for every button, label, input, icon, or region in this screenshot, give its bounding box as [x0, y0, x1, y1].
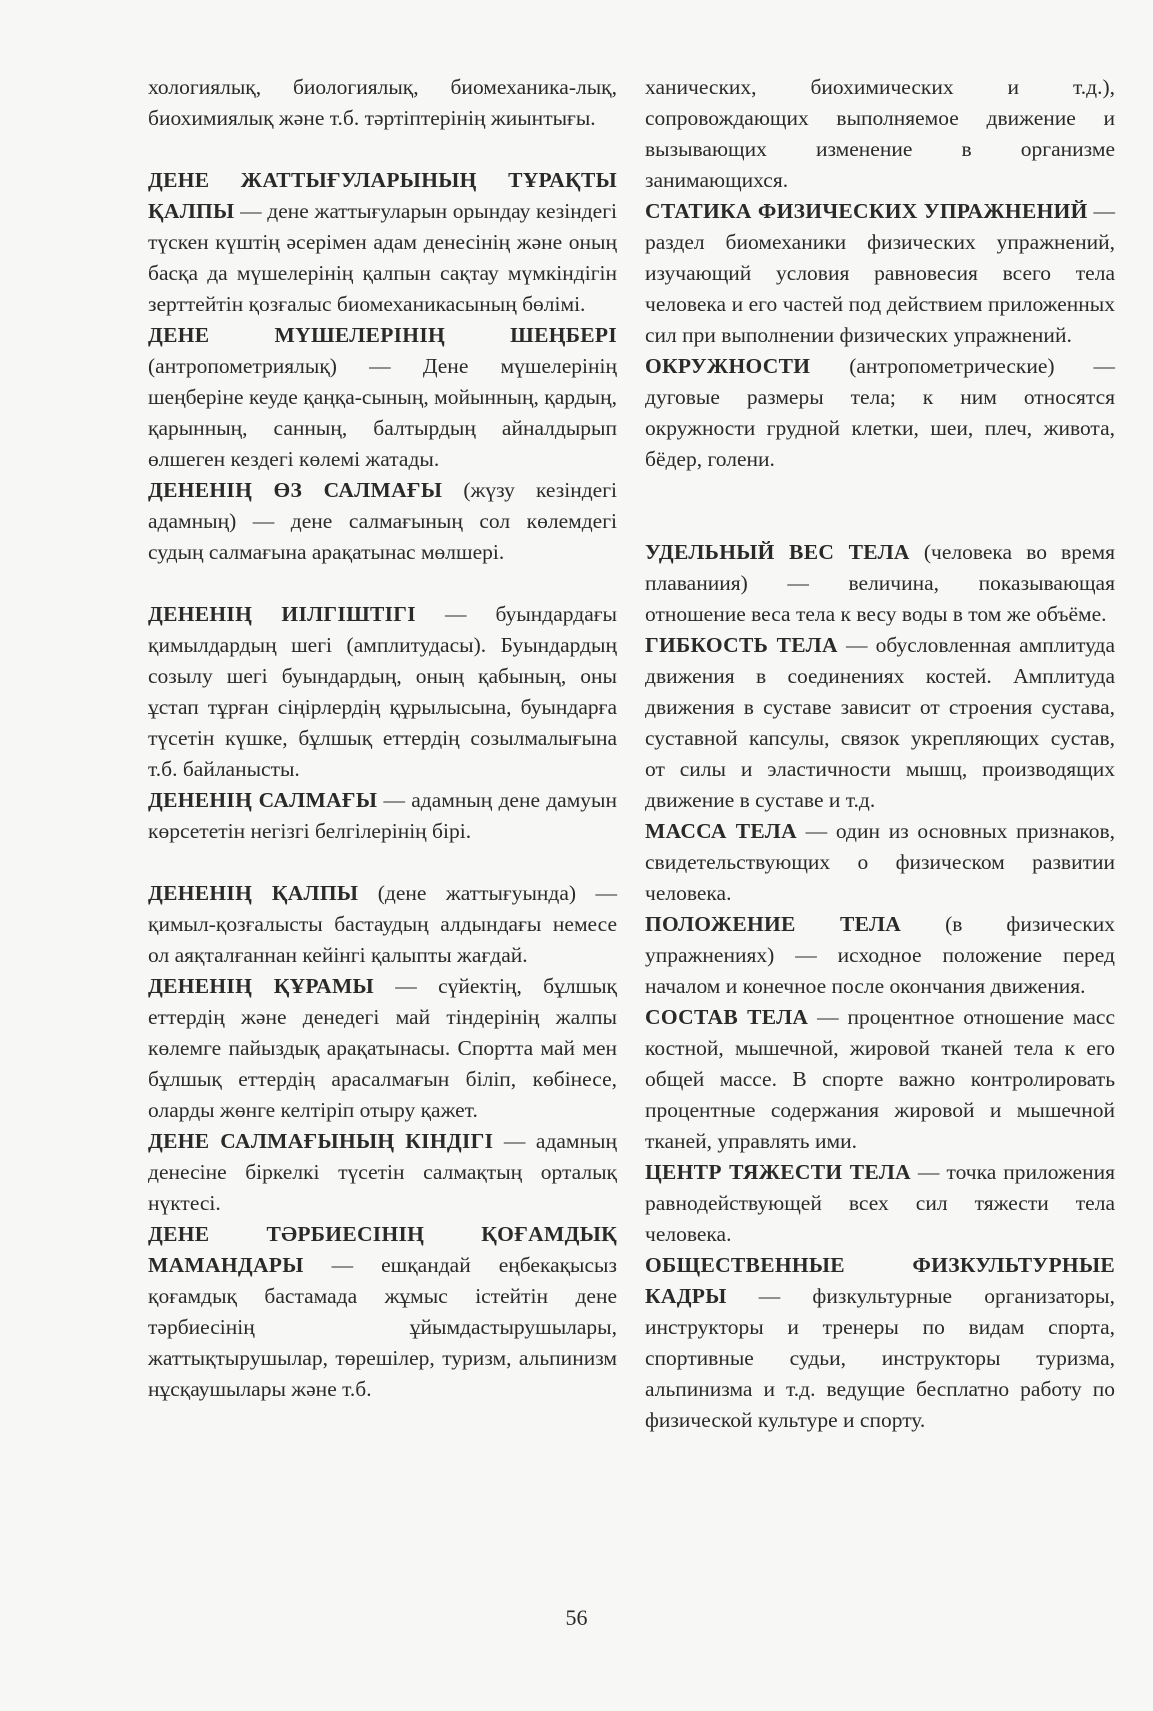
entry-definition: хологиялық, биологиялық, биомеханика-лық, биохимиялық және т.б. тәртіптерінің жиынтығы.: [148, 75, 617, 130]
entry-definition: ханических, биохимических и т.д.), сопровождающих выполняемое движение и вызывающих изменение в организме занимающихся.: [645, 75, 1115, 192]
entry-term: ДЕНЕ ТӘРБИЕСІНІҢ ҚОҒАМДЫҚ МАМАНДАРЫ: [148, 1222, 617, 1277]
entry-term: УДЕЛЬНЫЙ ВЕС ТЕЛА: [645, 540, 910, 564]
entry-term: ГИБКОСТЬ ТЕЛА: [645, 633, 838, 657]
glossary-entry: [645, 537, 1115, 630]
entry-term: ОБЩЕСТВЕННЫЕ ФИЗКУЛЬТУРНЫЕ КАДРЫ: [645, 1253, 1115, 1308]
glossary-entry: [148, 1126, 617, 1219]
entry-definition: — адамның дене дамуын көрсететін негізгі белгілерінің бірі.: [148, 788, 618, 843]
entry-term: ЦЕНТР ТЯЖЕСТИ ТЕЛА: [645, 1160, 911, 1184]
glossary-entry: [148, 320, 617, 475]
entry-term: ДЕНЕ САЛМАҒЫНЫҢ КІНДІГІ: [148, 1129, 494, 1153]
glossary-entry: [148, 165, 617, 320]
entry-definition: (антропометриялық) — Дене мүшелерінің шеңберіне кеуде қаңқа-сының, мойынның, қардың, қарынның, санның, балтырдың айналдырып өлшеген кездегі көлемі жатады.: [148, 354, 617, 471]
page-number: 56: [565, 1605, 588, 1630]
entry-term: ОКРУЖНОСТИ: [645, 354, 811, 378]
entry-definition: — ешқандай еңбекақысыз қоғамдық бастамада жұмыс істейтін дене тәрбиесінің ұйымдастырушылары, жаттықтырушылар, төрешілер, туризм, альпинизм нұсқаушылары және т.б.: [148, 1253, 617, 1401]
entry-definition: — процентное отношение масс костной, мышечной, жировой тканей тела к его общей массе. В спорте важно контролировать процентные содержания жировой и мышечной тканей, управлять ими.: [645, 1005, 1116, 1153]
entry-definition: — точка приложения равнодействующей всех сил тяжести тела человека.: [645, 1160, 1115, 1246]
glossary-entry: [645, 816, 1115, 909]
glossary-entry: [645, 351, 1115, 475]
glossary-entry: [645, 1250, 1115, 1436]
entry-term: СОСТАВ ТЕЛА: [645, 1005, 809, 1029]
entry-definition: — раздел биомеханики физических упражнений, изучающий условия равновесия всего тела человека и его частей под действием приложенных сил при выполнении физических упражнений.: [645, 199, 1115, 347]
glossary-entry: [645, 1157, 1115, 1250]
entry-definition: (жүзу кезіндегі адамның) — дене салмағының сол көлемдегі судың салмағына арақатынас мөлшері.: [148, 478, 617, 564]
entry-term: ДЕНЕНІҢ САЛМАҒЫ: [148, 788, 378, 812]
entry-definition: — сүйектің, бұлшық еттердің және денедегі май тіндерінің жалпы көлемге пайыздық арақатынасы. Спортта май мен бұлшық еттердің арасалмағын біліп, көбінесе, оларды жөнге келтіріп отыру қажет.: [148, 974, 617, 1122]
glossary-entry: [148, 878, 617, 971]
glossary-entry: [645, 909, 1115, 1002]
right-column: [645, 72, 1115, 1436]
left-column: [148, 72, 617, 1405]
entry-term: СТАТИКА ФИЗИЧЕСКИХ УПРАЖНЕНИЙ: [645, 199, 1088, 223]
entry-term: ДЕНЕНІҢ ҚАЛПЫ: [148, 881, 359, 905]
entry-definition: — дене жаттығуларын орындау кезіндегі түскен күштің әсерімен адам денесінің және оның басқа да мүшелерінің қалпын сақтау мүмкіндігін зерттейтін қозғалыс биомеханикасының бөлімі.: [148, 199, 617, 316]
glossary-entry: [645, 630, 1115, 816]
entry-term: ДЕНЕНІҢ ӨЗ САЛМАҒЫ: [148, 478, 443, 502]
glossary-entry: [148, 599, 617, 785]
entry-definition: (в физических упражнениях) — исходное положение перед началом и конечное после окончания движения.: [645, 912, 1115, 998]
entry-term: ПОЛОЖЕНИЕ ТЕЛА: [645, 912, 902, 936]
glossary-entry: [148, 785, 617, 847]
glossary-entry: [645, 72, 1115, 196]
glossary-entry: [148, 971, 617, 1126]
glossary-entry: [148, 72, 617, 134]
glossary-entry: [148, 475, 617, 568]
glossary-entry: [645, 1002, 1115, 1157]
entry-term: ДЕНЕ ЖАТТЫҒУЛАРЫНЫҢ ТҰРАҚТЫ ҚАЛПЫ: [148, 168, 617, 223]
entry-definition: — один из основных признаков, свидетельствующих о физическом развитии человека.: [645, 819, 1116, 905]
glossary-entry: [148, 1219, 617, 1405]
glossary-entry: [645, 196, 1115, 351]
entry-term: МАССА ТЕЛА: [645, 819, 797, 843]
entry-definition: (антропометрические) — дуговые размеры тела; к ним относятся окружности грудной клетки, шеи, плеч, живота, бёдер, голени.: [645, 354, 1115, 471]
entry-definition: — буындардағы қимылдардың шегі (амплитудасы). Буындардың созылу шегі буындардың, оның қабының, оны ұстап тұрған сіңірлердің құрылысына, буындарға түсетін күшке, бұлшық еттердің созылмалығына т.б. байланысты.: [148, 602, 617, 781]
entry-definition: (дене жаттығуында) — қимыл-қозғалысты бастаудың алдындағы немесе ол аяқталғаннан кейінгі қалыпты жағдай.: [148, 881, 617, 967]
entry-term: ДЕНЕНІҢ ҚҰРАМЫ: [148, 974, 374, 998]
entry-definition: — физкультурные организаторы, инструкторы и тренеры по видам спорта, спортивные судьи, инструкторы туризма, альпинизма и т.д. ведущие бесплатно работу по физической культуре и спорту.: [645, 1284, 1115, 1432]
entry-definition: — обусловленная амплитуда движения в соединениях костей. Амплитуда движения в суставе зависит от строения сустава, суставной капсулы, связок укрепляющих сустав, от силы и эластичности мышц, производящих движение в суставе и т.д.: [645, 633, 1115, 812]
entry-definition: — адамның денесіне біркелкі түсетін салмақтың орталық нүктесі.: [148, 1129, 617, 1215]
entry-term: ДЕНЕНІҢ ИІЛГІШТІГІ: [148, 602, 416, 626]
entry-definition: (человека во время плаваниия) — величина, показывающая отношение веса тела к весу воды в том же объёме.: [645, 540, 1116, 626]
entry-term: ДЕНЕ МҮШЕЛЕРІНІҢ ШЕҢБЕРІ: [148, 323, 617, 347]
